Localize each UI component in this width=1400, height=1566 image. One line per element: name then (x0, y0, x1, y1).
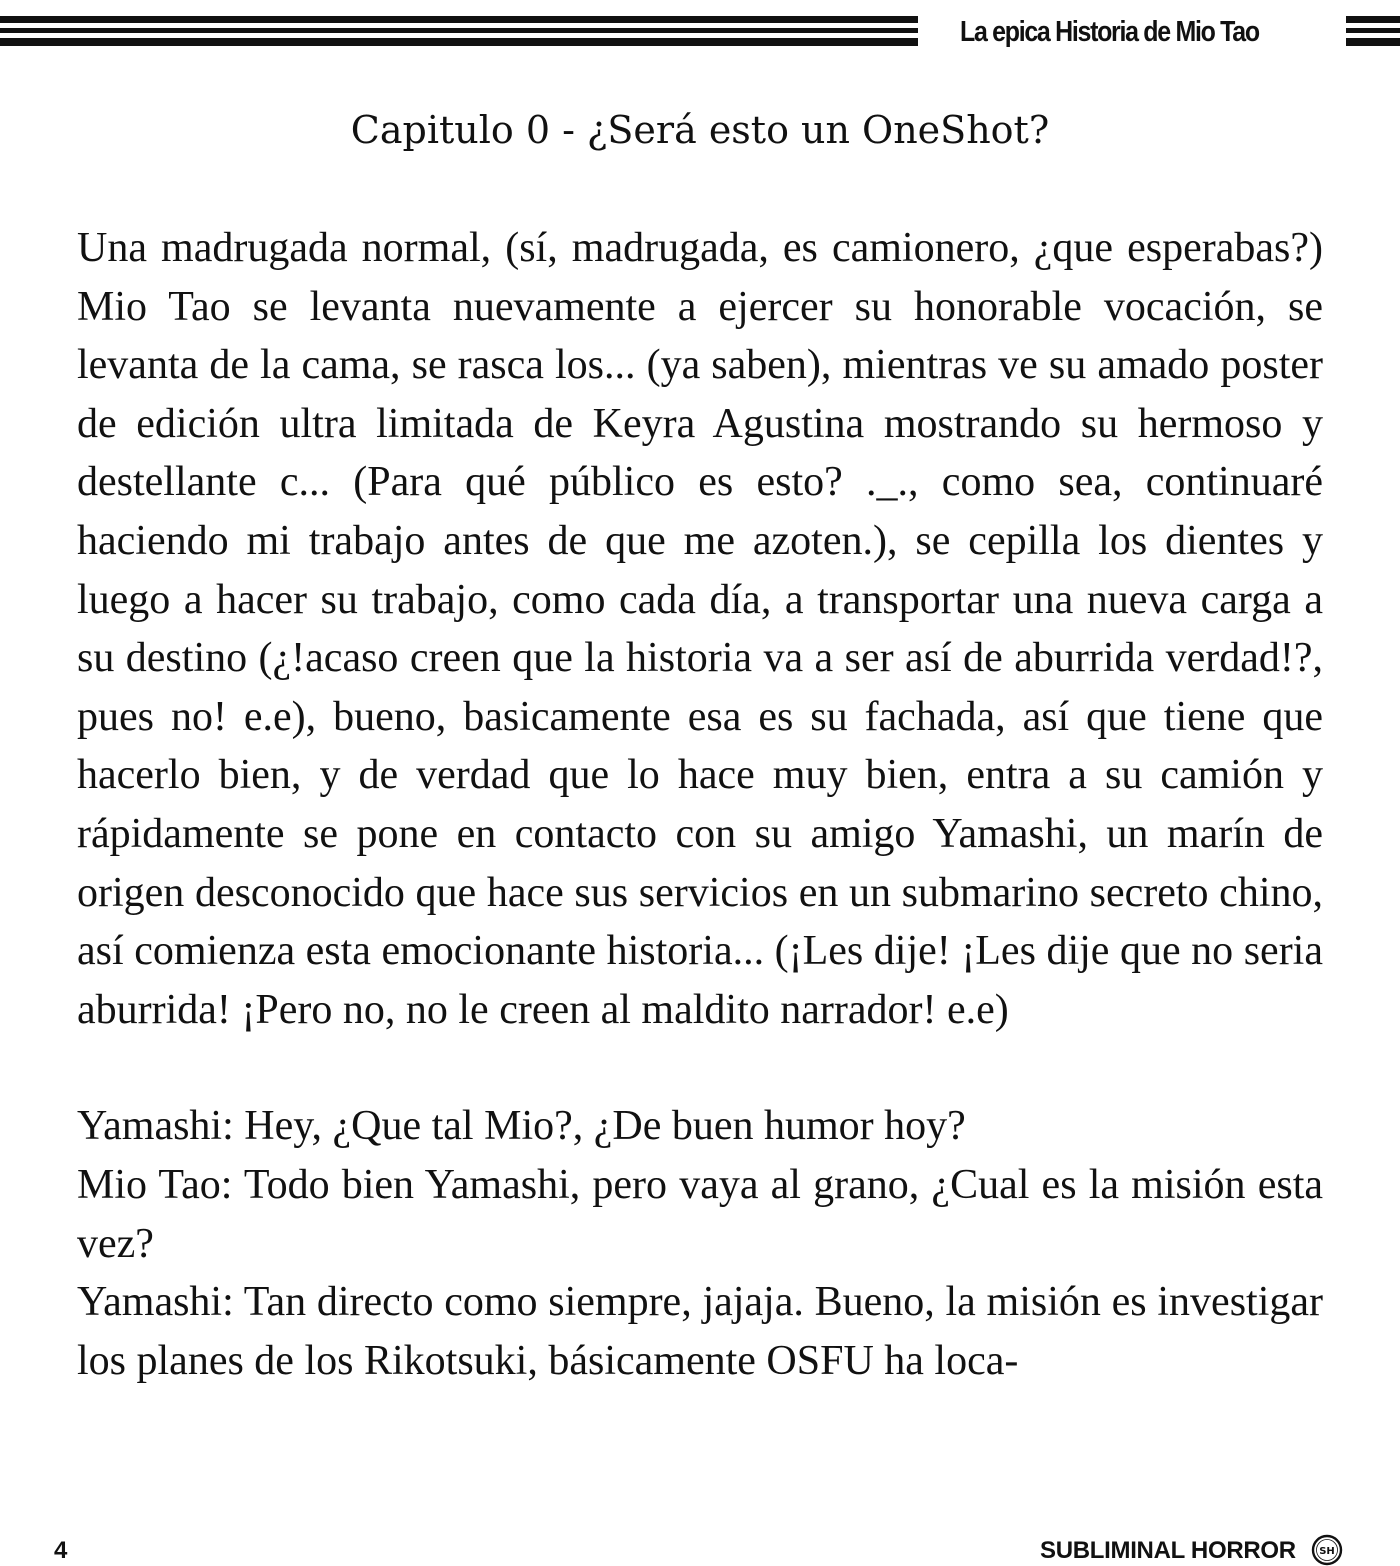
header-title: La epica Historia de Mio Tao (960, 16, 1259, 48)
chapter-title: Capitulo 0 - ¿Será esto un OneShot? (350, 108, 1050, 152)
narrative-paragraph: Una madrugada normal, (sí, madrugada, es camionero, ¿que esperabas?) Mio Tao se levanta nuevamente a ejercer su honorable vocación, se levanta de la cama, se rasca los... (ya saben), mientras ve su amado poster de edición ultra limitada de Keyra Agustina mostrando su hermoso y destellante c... (Para qué público es esto? ._., como sea, continuaré haciendo mi trabajo antes de que me azoten.), se cepilla los dientes y luego a hacer su trabajo, como cada día, a transportar una nueva carga a su destino (¿!acaso creen que la historia va a ser así de aburrida verdad!?, pues no! e.e), bueno, basicamente esa es su fachada, así que tiene que hacerlo bien, y de verdad que lo hace muy bien, entra a su camión y rápidamente se pone en contacto con su amigo Yamashi, un marín de origen desconocido que hace sus servicios en un submarino secreto chino, así comienza esta emocionante historia... (¡Les dije! ¡Les dije que no seria aburrida! ¡Pero no, no le creen al maldito narrador! e.e) (77, 225, 1323, 1033)
dialogue-line: Mio Tao: Todo bien Yamashi, pero vaya al grano, ¿Cual es la misión esta vez? (77, 1161, 1323, 1267)
header-rule-left (0, 16, 918, 46)
footer-brand: SUBLIMINAL HORROR (1040, 1537, 1296, 1564)
brand-logo-icon (1311, 1534, 1343, 1566)
page-header (0, 0, 1400, 60)
brand-logo-text: SH (1319, 1546, 1335, 1557)
page-number: 4 (54, 1537, 68, 1564)
story-body (77, 219, 1323, 1390)
dialogue-line: Yamashi: Tan directo como siempre, jajaja. Bueno, la misión es investigar los planes de los Rikotsuki, básicamente OSFU ha loca- (77, 1279, 1323, 1384)
dialogue-line: Yamashi: Hey, ¿Que tal Mio?, ¿De buen humor hoy? (77, 1103, 966, 1150)
header-rule-right (1346, 16, 1400, 46)
